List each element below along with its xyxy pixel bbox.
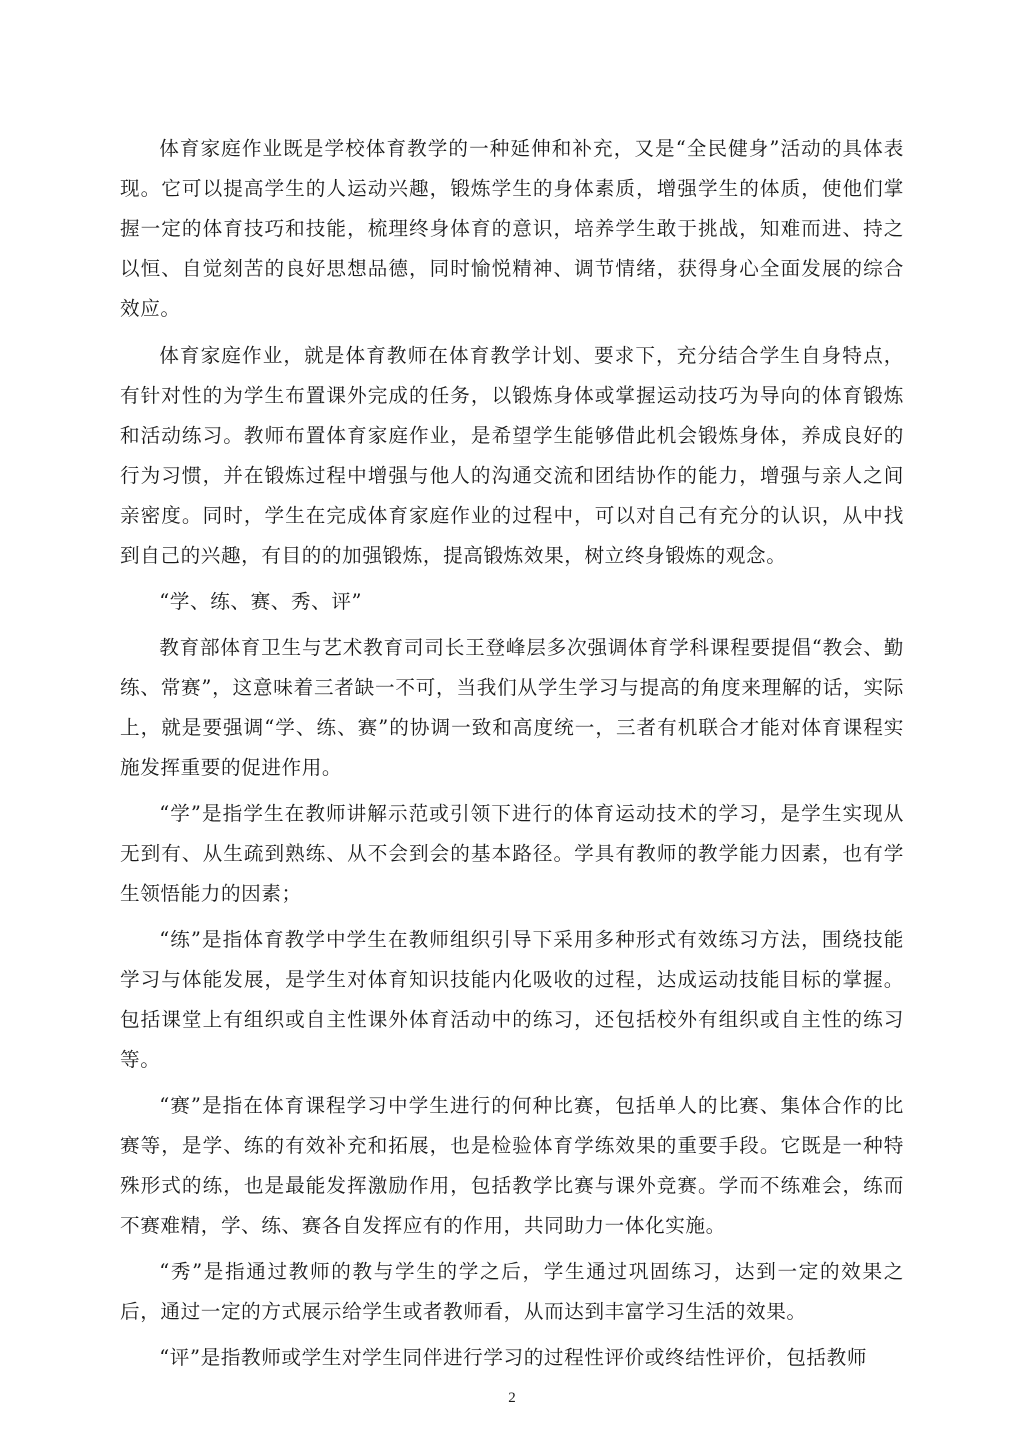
paragraph-show: “秀”是指通过教师的教与学生的学之后，学生通过巩固练习，达到一定的效果之后，通过一定的方式展示给学生或者教师看，从而达到丰富学习生活的效果。 xyxy=(120,1260,904,1323)
document-page xyxy=(120,120,904,1410)
paragraph-policy: 教育部体育卫生与艺术教育司司长王登峰层多次强调体育学科课程要提倡“教会、勤练、常赛”，这意味着三者缺一不可，当我们从学生学习与提高的角度来理解的话，实际上，就是要强调“学、练、赛”的协调一致和高度统一，三者有机联合才能对体育课程实施发挥重要的促进作用。 xyxy=(120,636,904,779)
section-heading: “学、练、赛、秀、评” xyxy=(159,590,363,613)
paragraph-homework-definition: 体育家庭作业既是学校体育教学的一种延伸和补充，又是“全民健身”活动的具体表现。它可以提高学生的人运动兴趣，锻炼学生的身体素质，增强学生的体质，使他们掌握一定的体育技巧和技能，梳理终身体育的意识，培养学生敢于挑战，知难而进、持之以恒、自觉刻苦的良好思想品德，同时愉悦精神、调节情绪，获得身心全面发展的综合效应。 xyxy=(120,137,904,320)
paragraph-practice: “练”是指体育教学中学生在教师组织引导下采用多种形式有效练习方法，围绕技能学习与体能发展，是学生对体育知识技能内化吸收的过程，达成运动技能目标的掌握。包括课堂上有组织或自主性课外体育活动中的练习，还包括校外有组织或自主性的练习等。 xyxy=(120,928,904,1071)
paragraph-evaluate: “评”是指教师或学生对学生同伴进行学习的过程性评价或终结性评价，包括教师 xyxy=(159,1346,868,1369)
paragraph-homework-purpose: 体育家庭作业，就是体育教师在体育教学计划、要求下，充分结合学生自身特点，有针对性的为学生布置课外完成的任务，以锻炼身体或掌握运动技巧为导向的体育锻炼和活动练习。教师布置体育家庭作业，是希望学生能够借此机会锻炼身体，养成良好的行为习惯，并在锻炼过程中增强与他人的沟通交流和团结协作的能力，增强与亲人之间亲密度。同时，学生在完成体育家庭作业的过程中，可以对自己有充分的认识，从中找到自己的兴趣，有目的的加强锻炼，提高锻炼效果，树立终身锻炼的观念。 xyxy=(120,344,904,567)
paragraph-learn: “学”是指学生在教师讲解示范或引领下进行的体育运动技术的学习，是学生实现从无到有、从生疏到熟练、从不会到会的基本路径。学具有教师的教学能力因素，也有学生领悟能力的因素； xyxy=(120,802,904,905)
paragraph-compete: “赛”是指在体育课程学习中学生进行的何种比赛，包括单人的比赛、集体合作的比赛等，是学、练的有效补充和拓展，也是检验体育学练效果的重要手段。它既是一种特殊形式的练，也是最能发挥激励作用，包括教学比赛与课外竞赛。学而不练难会，练而不赛难精，学、练、赛各自发挥应有的作用，共同助力一体化实施。 xyxy=(120,1094,904,1237)
page-number: 2 xyxy=(508,1390,516,1406)
